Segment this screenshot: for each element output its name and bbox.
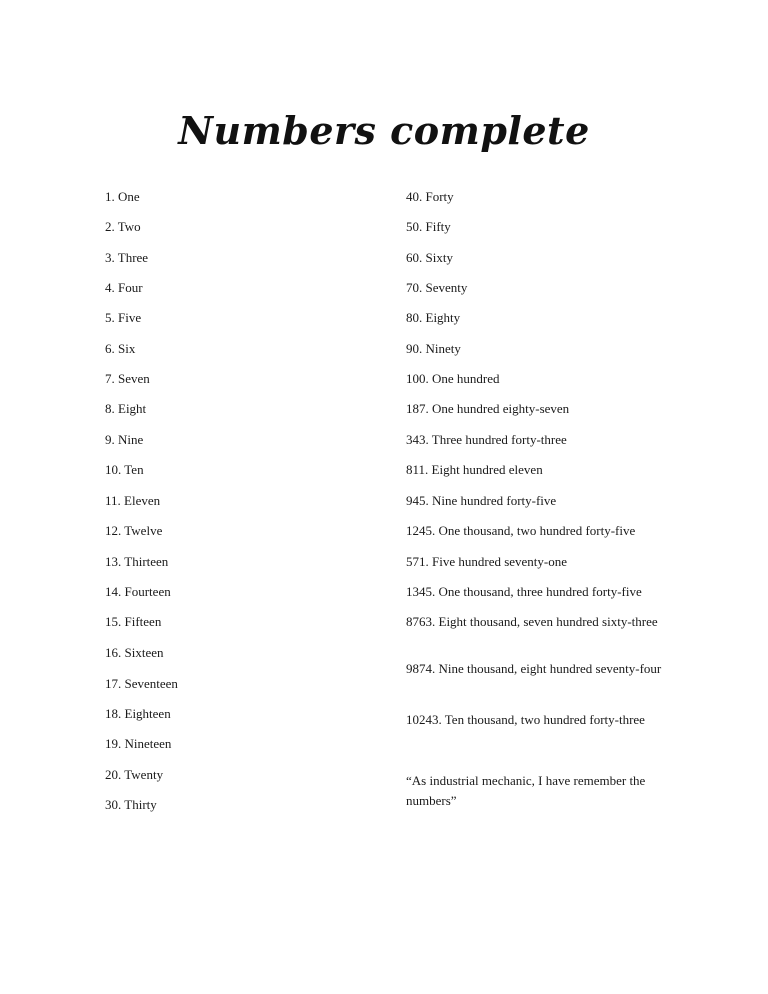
list-item: 16. Sixteen	[105, 645, 164, 660]
list-item: 18. Eighteen	[105, 706, 171, 721]
list-item: 17. Seventeen	[105, 676, 178, 691]
list-item: 90. Ninety	[406, 341, 461, 356]
list-item: 1. One	[105, 189, 140, 204]
list-item: 11. Eleven	[105, 493, 161, 508]
list-item: 10. Ten	[105, 462, 144, 477]
list-item: 8. Eight	[105, 401, 147, 416]
list-item: 343. Three hundred forty-three	[406, 432, 567, 447]
list-item: 12. Twelve	[105, 523, 163, 538]
list-item: 13. Thirteen	[105, 554, 169, 569]
list-item: 8763. Eight thousand, seven hundred sixty-three	[406, 614, 658, 629]
list-item: 15. Fifteen	[105, 614, 162, 629]
list-item: 100. One hundred	[406, 371, 500, 386]
list-item: 70. Seventy	[406, 280, 468, 295]
list-item: 811. Eight hundred eleven	[406, 462, 543, 477]
list-item: 5. Five	[105, 310, 142, 325]
page-title: Numbers complete	[178, 108, 590, 153]
list-item: 2. Two	[105, 219, 141, 234]
list-item: 20. Twenty	[105, 767, 164, 782]
list-item: 6. Six	[105, 341, 136, 356]
list-item: 50. Fifty	[406, 219, 451, 234]
quote-text: “As industrial mechanic, I have remember the numbers”	[406, 773, 646, 808]
list-item: 7. Seven	[105, 371, 150, 386]
list-item: 3. Three	[105, 250, 149, 265]
list-item: 80. Eighty	[406, 310, 461, 325]
list-item: 30. Thirty	[105, 797, 157, 812]
list-item: 10243. Ten thousand, two hundred forty-three	[406, 712, 645, 727]
list-item: 9874. Nine thousand, eight hundred seventy-four	[406, 661, 662, 676]
list-item: 4. Four	[105, 280, 143, 295]
list-item: 945. Nine hundred forty-five	[406, 493, 557, 508]
list-item: 1345. One thousand, three hundred forty-five	[406, 584, 642, 599]
list-item: 1245. One thousand, two hundred forty-five	[406, 523, 636, 538]
list-item: 14. Fourteen	[105, 584, 171, 599]
list-item: 571. Five hundred seventy-one	[406, 554, 568, 569]
list-item: 40. Forty	[406, 189, 454, 204]
list-item: 60. Sixty	[406, 250, 453, 265]
list-item: 19. Nineteen	[105, 736, 172, 751]
list-item: 187. One hundred eighty-seven	[406, 401, 570, 416]
list-item: 9. Nine	[105, 432, 144, 447]
